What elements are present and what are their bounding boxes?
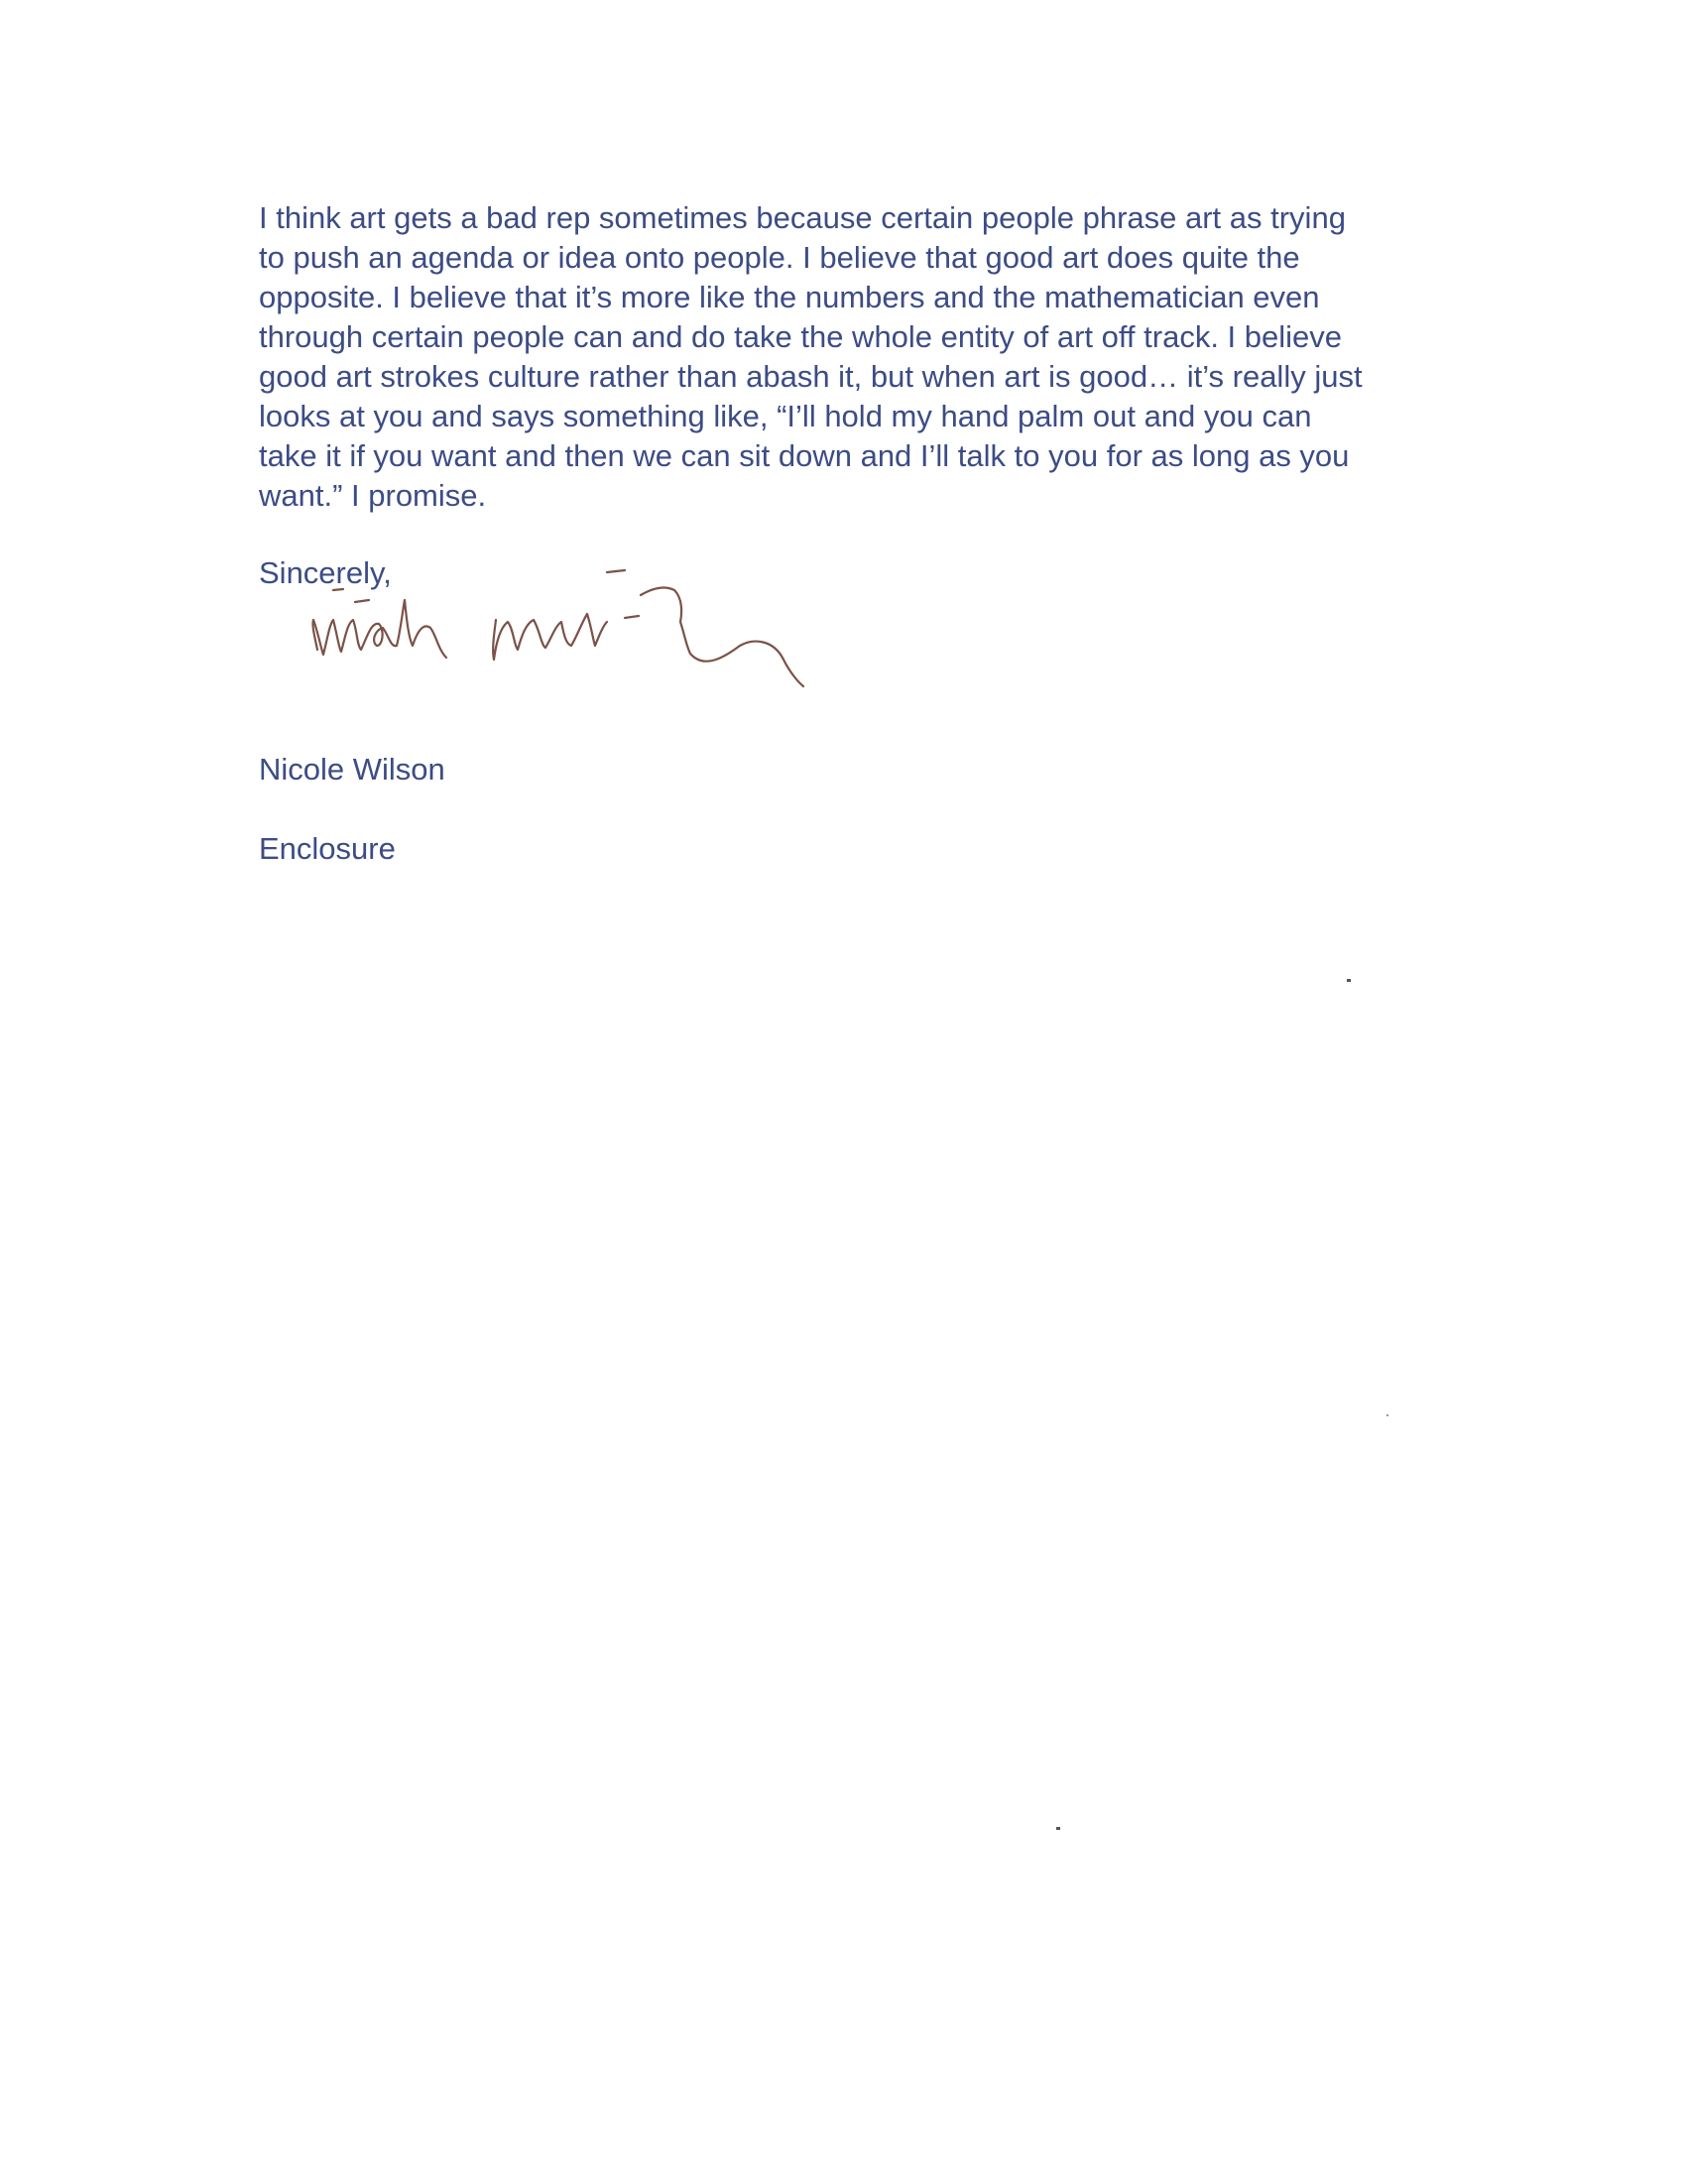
body-line: take it if you want and then we can sit down and I’ll talk to you for as long as you <box>259 438 1350 473</box>
enclosure-note: Enclosure <box>259 831 396 866</box>
handwritten-signature <box>298 550 1051 749</box>
body-line: opposite. I believe that it’s more like the numbers and the mathematician even <box>259 280 1320 314</box>
signer-name: Nicole Wilson <box>259 752 445 787</box>
body-line: looks at you and says something like, “I’ll hold my hand palm out and you can <box>259 399 1312 433</box>
letter-closing: Sincerely, <box>259 555 392 590</box>
body-line: good art strokes culture rather than abash it, but when art is good… it’s really just <box>259 359 1363 394</box>
body-line: through certain people can and do take the whole entity of art off track. I believe <box>259 319 1343 354</box>
scan-speck <box>1056 1827 1060 1830</box>
letter-body <box>259 198 1363 516</box>
scan-speck <box>1386 1414 1388 1416</box>
body-line: want.” I promise. <box>259 478 487 513</box>
body-line: to push an agenda or idea onto people. I believe that good art does quite the <box>259 240 1300 275</box>
scan-speck <box>1347 979 1351 982</box>
body-line: I think art gets a bad rep sometimes because certain people phrase art as trying <box>259 200 1346 235</box>
